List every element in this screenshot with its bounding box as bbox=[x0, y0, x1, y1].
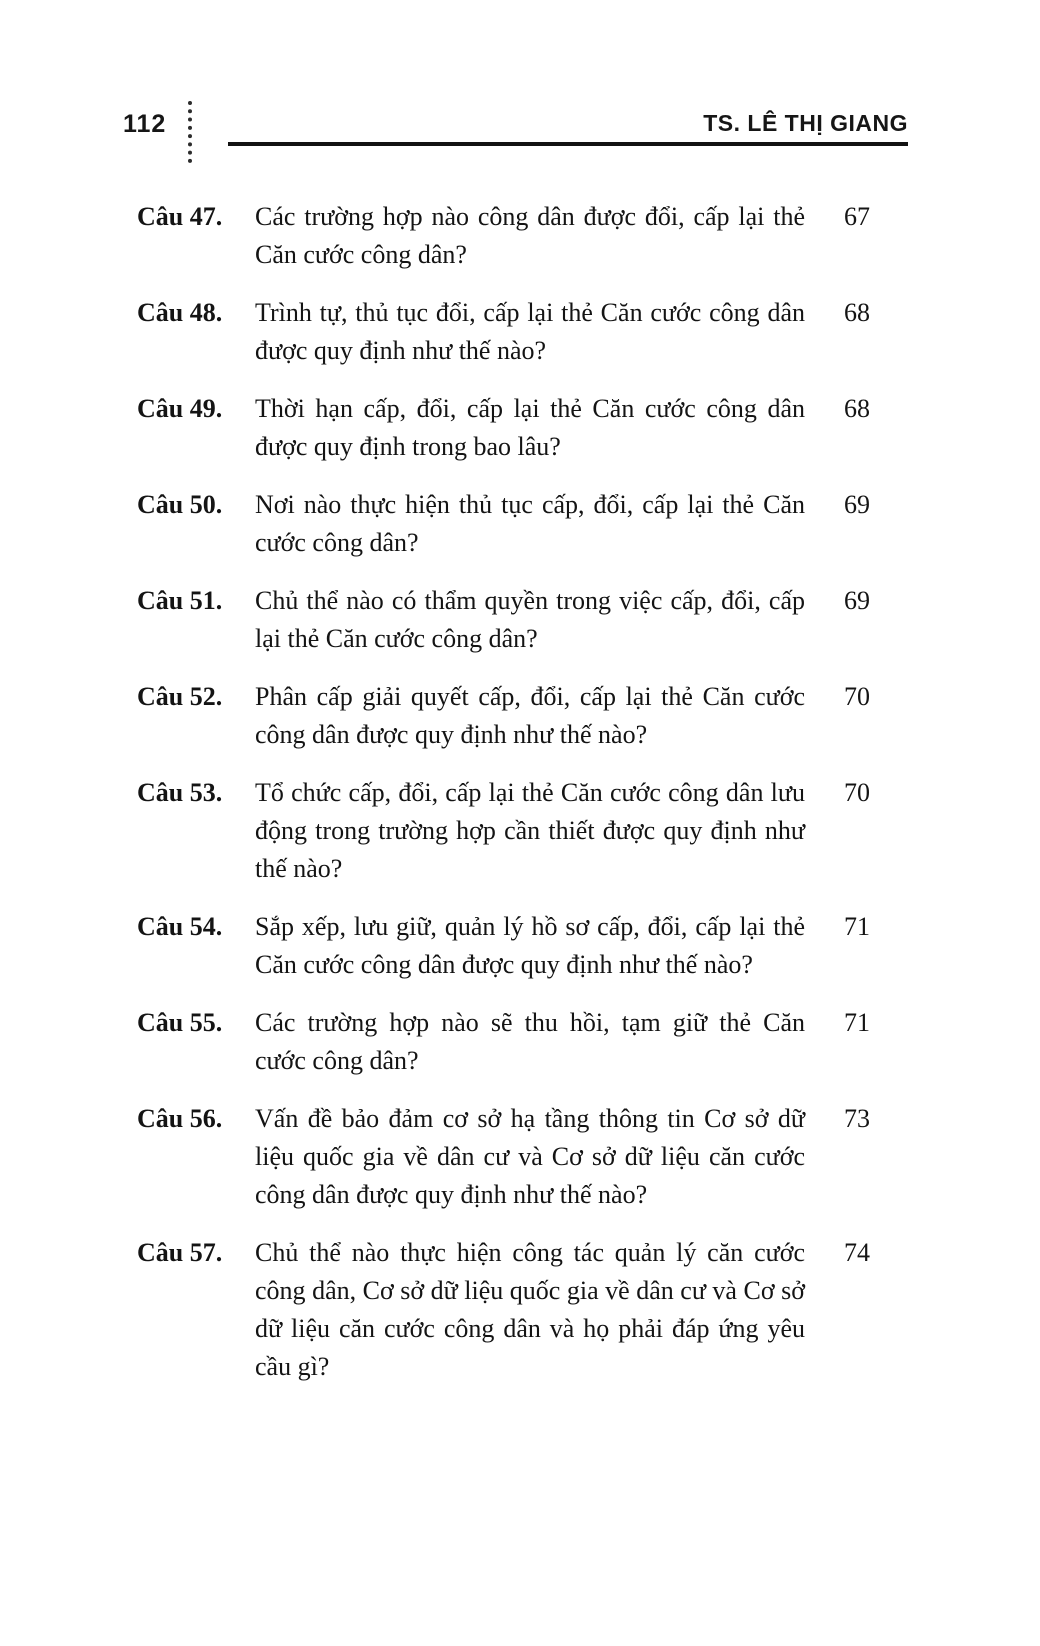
toc-entry-page: 68 bbox=[844, 298, 870, 327]
toc-entry bbox=[137, 582, 870, 658]
author-name: TS. LÊ THỊ GIANG bbox=[703, 110, 908, 136]
toc-entry-label: Câu 49. bbox=[137, 394, 223, 423]
toc-entry-label: Câu 55. bbox=[137, 1008, 223, 1037]
toc-entry-text: Các trường hợp nào công dân được đổi, cấp lại thẻ Căn cước công dân? bbox=[255, 202, 805, 269]
toc-entry-text: Tổ chức cấp, đổi, cấp lại thẻ Căn cước công dân lưu động trong trường hợp cần thiết được quy định như thế nào? bbox=[255, 778, 805, 883]
toc-entry-text: Vấn đề bảo đảm cơ sở hạ tầng thông tin Cơ sở dữ liệu quốc gia về dân cư và Cơ sở dữ liệu căn cước công dân được quy định như thế nào? bbox=[255, 1104, 805, 1209]
toc-entry bbox=[137, 486, 870, 562]
header-rule bbox=[228, 142, 908, 146]
toc-entry bbox=[137, 198, 870, 274]
toc-entry-label: Câu 54. bbox=[137, 912, 223, 941]
toc-list bbox=[137, 198, 870, 1406]
toc-entry-text: Thời hạn cấp, đổi, cấp lại thẻ Căn cước công dân được quy định trong bao lâu? bbox=[255, 394, 805, 461]
toc-entry-page: 69 bbox=[844, 490, 870, 519]
toc-entry-label: Câu 53. bbox=[137, 778, 223, 807]
toc-entry-page: 73 bbox=[844, 1104, 870, 1133]
toc-entry-label: Câu 56. bbox=[137, 1104, 223, 1133]
toc-entry-page: 70 bbox=[844, 778, 870, 807]
toc-entry-label: Câu 47. bbox=[137, 202, 223, 231]
toc-entry bbox=[137, 1004, 870, 1080]
toc-entry bbox=[137, 774, 870, 888]
toc-entry-page: 74 bbox=[844, 1238, 870, 1267]
toc-entry-page: 69 bbox=[844, 586, 870, 615]
toc-entry bbox=[137, 294, 870, 370]
toc-entry-label: Câu 52. bbox=[137, 682, 223, 711]
toc-entry-page: 68 bbox=[844, 394, 870, 423]
toc-entry bbox=[137, 908, 870, 984]
toc-entry-label: Câu 51. bbox=[137, 586, 223, 615]
toc-entry-label: Câu 50. bbox=[137, 490, 223, 519]
page-number: 112 bbox=[123, 110, 167, 138]
toc-entry bbox=[137, 1100, 870, 1214]
toc-entry-text: Các trường hợp nào sẽ thu hồi, tạm giữ thẻ Căn cước công dân? bbox=[255, 1008, 805, 1075]
toc-entry-label: Câu 48. bbox=[137, 298, 223, 327]
toc-entry-text: Phân cấp giải quyết cấp, đổi, cấp lại thẻ Căn cước công dân được quy định như thế nào? bbox=[255, 682, 805, 749]
toc-entry-text: Nơi nào thực hiện thủ tục cấp, đổi, cấp lại thẻ Căn cước công dân? bbox=[255, 490, 805, 557]
toc-entry bbox=[137, 390, 870, 466]
toc-entry-label: Câu 57. bbox=[137, 1238, 223, 1267]
toc-entry-page: 67 bbox=[844, 202, 870, 231]
toc-entry bbox=[137, 678, 870, 754]
toc-entry-text: Chủ thể nào có thẩm quyền trong việc cấp, đổi, cấp lại thẻ Căn cước công dân? bbox=[255, 586, 805, 653]
toc-entry-text: Sắp xếp, lưu giữ, quản lý hồ sơ cấp, đổi, cấp lại thẻ Căn cước công dân được quy định như thế nào? bbox=[255, 912, 805, 979]
toc-entry-page: 71 bbox=[844, 1008, 870, 1037]
toc-entry-page: 71 bbox=[844, 912, 870, 941]
toc-entry-text: Chủ thể nào thực hiện công tác quản lý căn cước công dân, Cơ sở dữ liệu quốc gia về dân cư và Cơ sở dữ liệu căn cước công dân và họ phải đáp ứng yêu cầu gì? bbox=[255, 1238, 805, 1381]
header-divider-chain bbox=[188, 101, 192, 163]
toc-entry-text: Trình tự, thủ tục đổi, cấp lại thẻ Căn cước công dân được quy định như thế nào? bbox=[255, 298, 805, 365]
toc-entry-page: 70 bbox=[844, 682, 870, 711]
toc-entry bbox=[137, 1234, 870, 1386]
